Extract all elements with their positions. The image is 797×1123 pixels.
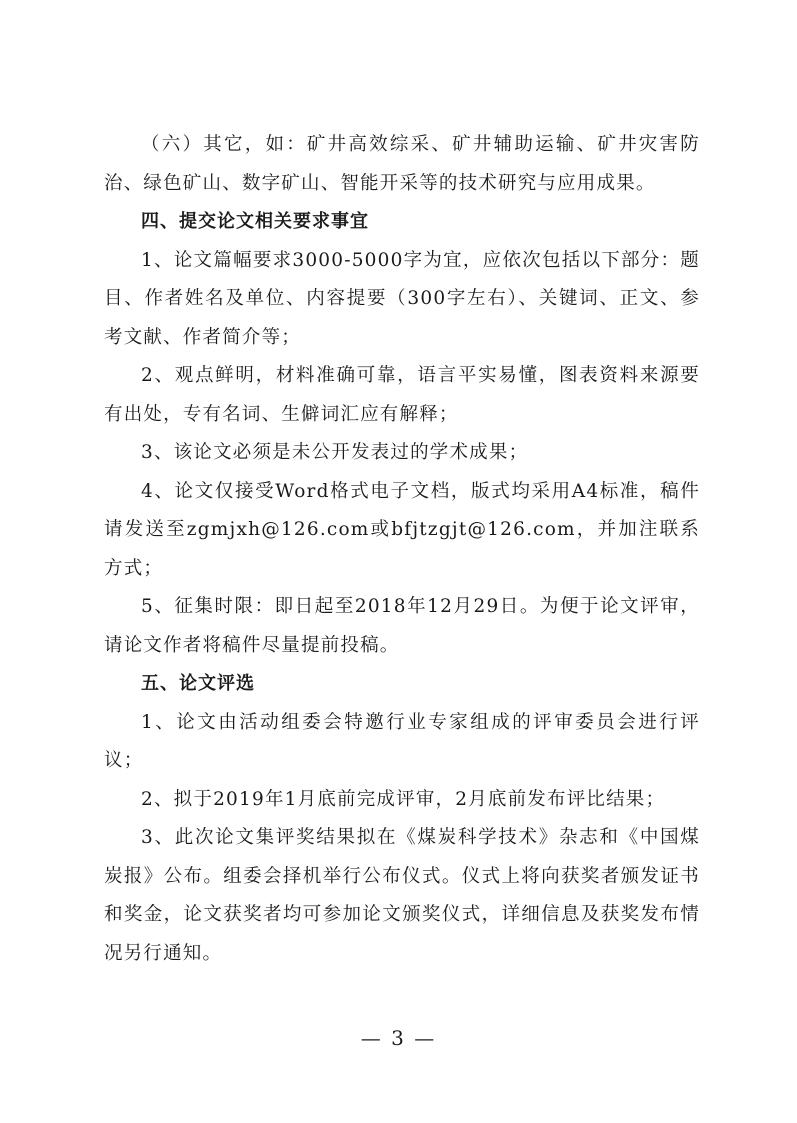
section-heading-submission-requirements: 四、提交论文相关要求事宜 (141, 211, 369, 232)
document-body (104, 126, 700, 973)
paragraph-selection-schedule: 2、拟于2019年1月底前完成评审，2月底前发布评比结果； (141, 788, 666, 810)
paragraph-topic-six: （六）其它，如：矿井高效综采、矿井辅助运输、矿井灾害防治、绿色矿山、数字矿山、智能开采等的技术研究与应用成果。 (104, 134, 700, 194)
paragraph-requirement-format: 4、论文仅接受Word格式电子文档，版式均采用A4标准，稿件请发送至zgmjxh@126.com或bfjtzgjt@126.com，并加注联系方式； (104, 480, 700, 579)
paragraph-requirement-length: 1、论文篇幅要求3000-5000字为宜，应依次包括以下部分：题目、作者姓名及单位、内容提要（300字左右）、关键词、正文、参考文献、作者简介等； (104, 249, 700, 348)
section-heading-paper-selection: 五、论文评选 (141, 673, 255, 694)
paragraph-selection-review: 1、论文由活动组委会特邀行业专家组成的评审委员会进行评议； (104, 711, 700, 771)
page-number: — 3 — (360, 1026, 437, 1050)
paragraph-requirement-unpublished: 3、该论文必须是未公开发表过的学术成果； (141, 442, 529, 463)
paragraph-requirement-clarity: 2、观点鲜明，材料准确可靠，语言平实易懂，图表资料来源要有出处，专有名词、生僻词汇应有解释； (104, 365, 700, 425)
paragraph-requirement-deadline: 5、征集时限：即日起至2018年12月29日。为便于论文评审，请论文作者将稿件尽量提前投稿。 (104, 596, 700, 656)
paragraph-selection-announcement: 3、此次论文集评奖结果拟在《煤炭科学技术》杂志和《中国煤炭报》公布。组委会择机举行公布仪式。仪式上将向获奖者颁发证书和奖金，论文获奖者均可参加论文颁奖仪式，详细信息及获奖发布情况另行通知。 (104, 827, 700, 964)
